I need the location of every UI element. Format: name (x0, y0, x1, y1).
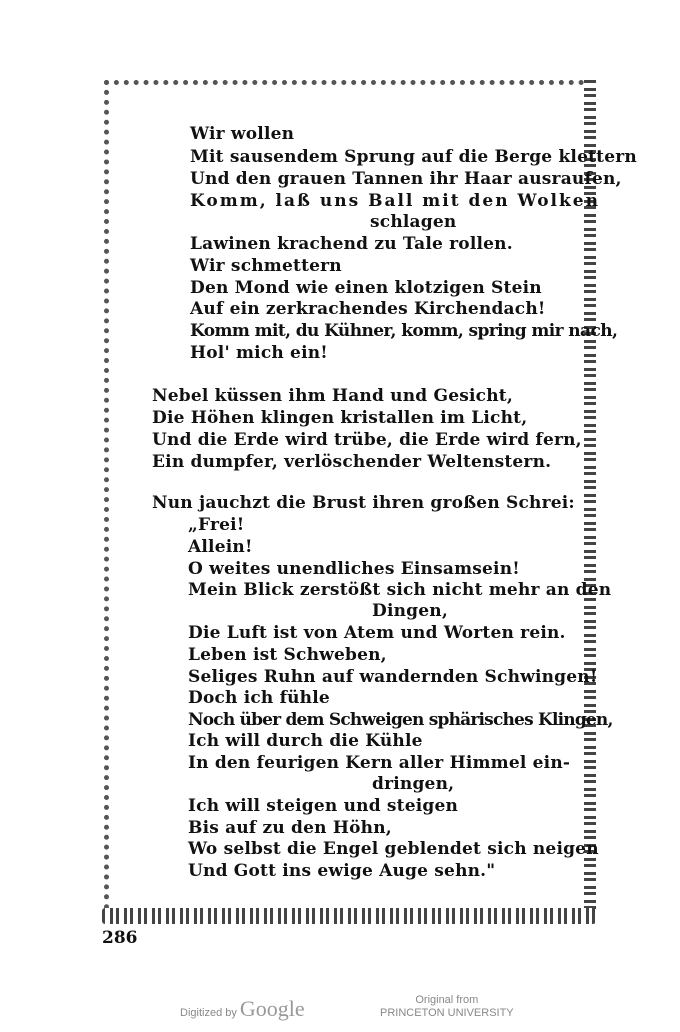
poem-line: Und den grauen Tannen ihr Haar ausraufen, (190, 169, 622, 189)
poem-line: Mein Blick zerstößt sich nicht mehr an den (188, 580, 612, 600)
poem-line: Noch über dem Schweigen sphärisches Klingen, (188, 710, 613, 730)
poem-line: Den Mond wie einen klotzigen Stein (190, 278, 542, 298)
poem-line: Ein dumpfer, verlöschender Weltenstern. (152, 452, 552, 472)
poem-line: Wo selbst die Engel geblendet sich neigen (188, 839, 599, 859)
poem-line: Seliges Ruhn auf wandernden Schwingen! (188, 667, 598, 687)
poem-line: Ich will steigen und steigen (188, 796, 459, 816)
poem-line: Auf ein zerkrachendes Kirchendach! (190, 299, 546, 319)
poem-line: Hol' mich ein! (190, 343, 328, 363)
digitized-by-label: Digitized by (180, 1007, 237, 1019)
ornamental-border-bottom (102, 908, 596, 924)
poem-line: schlagen (370, 212, 457, 232)
poem-line: Nebel küssen ihm Hand und Gesicht, (152, 386, 513, 406)
poem-line: Allein! (188, 537, 253, 557)
institution-label: PRINCETON UNIVERSITY (380, 1007, 514, 1019)
poem-line: Wir schmettern (190, 256, 342, 276)
digitized-by-watermark (180, 996, 305, 1022)
poem-line: dringen, (372, 774, 455, 794)
page-number: 286 (102, 928, 138, 948)
poem-line: Komm, laß uns Ball mit den Wolken (190, 191, 600, 211)
poem-line: „Frei! (188, 515, 245, 535)
poem-line: Mit sausendem Sprung auf die Berge klettern (190, 147, 637, 167)
poem-line: Doch ich fühle (188, 688, 330, 708)
poem-line: Und Gott ins ewige Auge sehn." (188, 861, 496, 881)
poem-line: Die Luft ist von Atem und Worten rein. (188, 623, 566, 643)
original-from-watermark (380, 994, 514, 1020)
poem-line: Die Höhen klingen kristallen im Licht, (152, 408, 528, 428)
poem-line: O weites unendliches Einsamsein! (188, 559, 520, 579)
original-from-label: Original from (415, 994, 479, 1006)
google-logo: Google (239, 996, 305, 1021)
poem-line: Leben ist Schweben, (188, 645, 387, 665)
poem-line: In den feurigen Kern aller Himmel ein- (188, 753, 571, 773)
poem-line: Komm mit, du Kühner, komm, spring mir nach, (190, 321, 618, 341)
poem-line: Dingen, (372, 601, 448, 621)
poem-line: Lawinen krachend zu Tale rollen. (190, 234, 513, 254)
poem-line: Bis auf zu den Höhn, (188, 818, 392, 838)
poem-line: Ich will durch die Kühle (188, 731, 423, 751)
poem-line: Und die Erde wird trübe, die Erde wird fern, (152, 430, 582, 450)
poem-line: Nun jauchzt die Brust ihren großen Schrei: (152, 493, 575, 513)
poem-line: Wir wollen (190, 124, 295, 144)
